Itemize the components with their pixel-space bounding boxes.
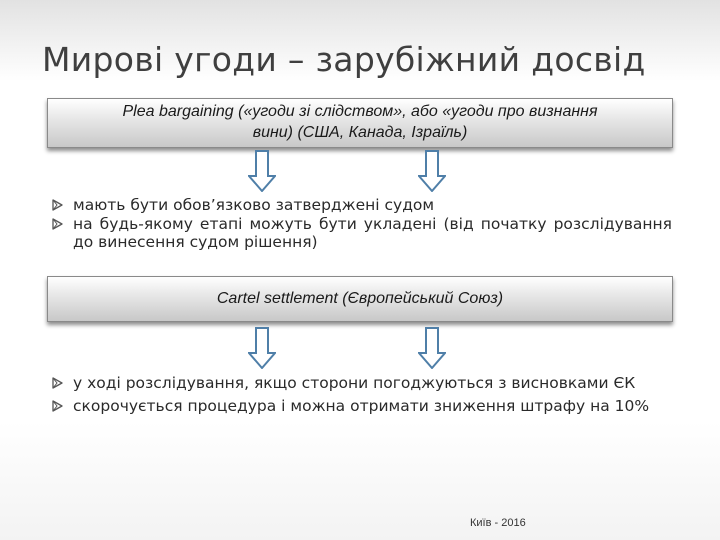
cartel-settlement-text: Cartel settlement (Європейський Союз)	[216, 290, 504, 307]
plea-bargaining-line-2: вини) (США, Канада, Ізраїль)	[252, 124, 468, 141]
list-item	[52, 196, 672, 214]
slide-title: Мирові угоди – зарубіжний досвід	[42, 40, 646, 79]
bullet-arrow-icon	[52, 377, 63, 389]
bullet-arrow-icon	[52, 199, 63, 211]
cartel-settlement-box	[47, 276, 673, 322]
down-arrow-icon	[418, 327, 446, 369]
bullet-text: скорочується процедура і можна отримати зниження штрафу на 10%	[73, 397, 650, 415]
bullet-text: у ході розслідування, якщо сторони погоджуються з висновками ЄК	[73, 374, 636, 392]
cartel-settlement-bullet-list	[52, 374, 672, 415]
bullet-arrow-icon	[52, 400, 63, 412]
down-arrow-icon	[418, 150, 446, 192]
list-item	[52, 215, 672, 251]
list-item	[52, 374, 672, 392]
down-arrow-icon	[248, 150, 276, 192]
list-item	[52, 397, 672, 415]
bullet-arrow-icon	[52, 218, 63, 230]
plea-bargaining-line-1: Plea bargaining («угоди зі слідством», або «угоди про визнання	[122, 103, 598, 120]
plea-bargaining-box	[47, 98, 673, 148]
bullet-text: на будь-якому етапі можуть бути укладені (від початку розслідування до винесення судом рішення)	[73, 215, 672, 251]
footer-location-year: Київ - 2016	[470, 517, 526, 529]
plea-bargaining-bullet-list	[52, 196, 672, 251]
bullet-text: мають бути обов’язково затверджені судом	[73, 196, 435, 214]
down-arrow-icon	[248, 327, 276, 369]
